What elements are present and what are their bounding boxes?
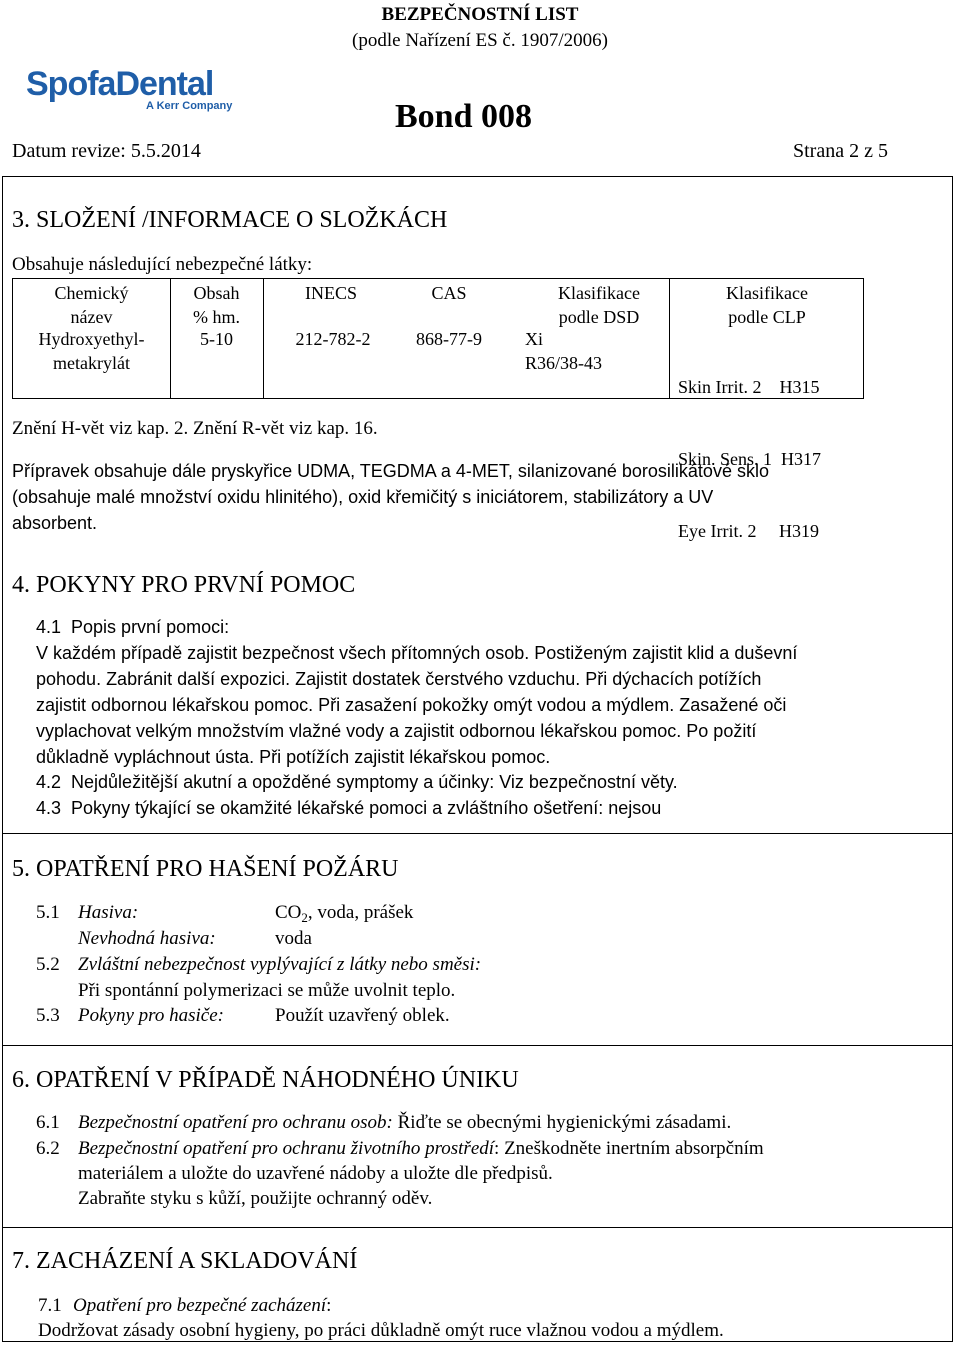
section-4-line: důkladně vypláchnout ústa. Při potížích zajistit lékařskou pomoc. (36, 747, 551, 767)
item-number: 6.2 (36, 1138, 60, 1159)
section-divider (2, 1045, 953, 1046)
item-number: 5.1 (36, 902, 60, 923)
section-3-paragraph-line: absorbent. (12, 513, 98, 533)
environmental-precautions (78, 1138, 764, 1160)
section-4-line: pohodu. Zabránit další expozici. Zajistit dostatek čerstvého vzduchu. Při dýchacích potížích (36, 669, 762, 689)
row-clp (678, 327, 821, 591)
extinguishing-value (275, 902, 413, 924)
section-4-line: 4.2 Nejdůležitější akutní a opožděné symptomy a účinky: Viz bezpečnostní věty. (36, 772, 678, 792)
special-hazards-label: Zvláštní nebezpečnost vyplývající z látky nebo směsi: (78, 954, 482, 975)
header-chem-name (13, 281, 170, 329)
extinguishing-label: Hasiva: (78, 902, 139, 923)
item-number: 6.1 (36, 1112, 60, 1133)
header-clp (669, 281, 865, 329)
section-3-paragraph-line: Přípravek obsahuje dále pryskyřice UDMA, TEGDMA a 4-MET, silanizované borosilikátové sklo (12, 461, 769, 481)
personal-precautions (78, 1112, 731, 1134)
row-chem-name (13, 327, 170, 375)
environmental-precautions-line: Zabraňte styku s kůží, použijte ochranný oděv. (78, 1188, 433, 1209)
section-7-heading: 7. ZACHÁZENÍ A SKLADOVÁNÍ (12, 1248, 358, 1274)
section-6-heading: 6. OPATŘENÍ V PŘÍPADĚ NÁHODNÉHO ÚNIKU (12, 1067, 519, 1093)
safe-handling-colon: : (326, 1295, 332, 1316)
safe-handling-label-text: Opatření pro bezpečné zacházení (73, 1295, 327, 1316)
firefighter-value: Použít uzavřený oblek. (275, 1005, 450, 1026)
section-divider (2, 833, 953, 834)
header-line: Obsah (193, 283, 240, 303)
table-column-divider (263, 279, 264, 398)
extinguishing-rest: , voda, prášek (307, 902, 414, 923)
row-dsd (525, 327, 602, 375)
product-name: Bond 008 (395, 98, 532, 135)
cell-line: Hydroxyethyl- (38, 329, 145, 349)
header-cas: CAS (431, 283, 467, 303)
cell-line: metakrylát (53, 353, 130, 373)
personal-precautions-label: Bezpečnostní opatření pro ochranu osob: (78, 1112, 393, 1133)
header-inecs: INECS (304, 283, 357, 303)
cell-line: Skin. Sens. 1 H317 (678, 449, 822, 469)
unsuitable-value: voda (275, 928, 312, 949)
header-line: podle CLP (728, 307, 806, 327)
personal-precautions-value: Řiďte se obecnými hygienickými zásadami. (392, 1112, 732, 1133)
company-logo-subtext: A Kerr Company (146, 100, 233, 112)
co-text: CO (275, 902, 302, 923)
section-3-note: Znění H-vět viz kap. 2. Znění R-vět viz kap. 16. (12, 418, 378, 439)
item-number: 7.1 (38, 1295, 62, 1316)
header-content (170, 281, 263, 329)
section-4-line: zajistit odbornou lékařskou pomoc. Při zasažení pokožky omýt vodou a mýdlem. Zasažené oči (36, 695, 787, 715)
section-4-line: vyplachovat velkým množstvím vlažné vody a zajistit odbornou lékařskou pomoc. Po požití (36, 721, 757, 741)
section-4-line: 4.1 Popis první pomoci: (36, 617, 230, 637)
row-content: 5-10 (200, 329, 233, 349)
cell-line: Skin Irrit. 2 H315 (678, 377, 820, 397)
section-divider (2, 1227, 953, 1228)
section-5-heading: 5. OPATŘENÍ PRO HAŠENÍ POŽÁRU (12, 856, 399, 882)
header-dsd (529, 281, 669, 329)
cell-line: R36/38-43 (525, 353, 603, 373)
header-line: podle DSD (558, 307, 640, 327)
safe-handling-value: Dodržovat zásady osobní hygieny, po práci důkladně omýt ruce vlažnou vodou a mýdlem. (38, 1320, 724, 1341)
header-line: Klasifikace (558, 283, 640, 303)
section-3-intro: Obsahuje následující nebezpečné látky: (12, 254, 313, 275)
section-4-heading: 4. POKYNY PRO PRVNÍ POMOC (12, 572, 356, 598)
unsuitable-label: Nevhodná hasiva: (78, 928, 216, 949)
environmental-precautions-line: materiálem a uložte do uzavřené nádoby a uložte dle předpisů. (78, 1163, 553, 1184)
section-4-line: V každém případě zajistit bezpečnost všech přítomných osob. Postiženým zajistit klid a duševní (36, 643, 798, 663)
item-number: 5.2 (36, 954, 60, 975)
firefighter-label: Pokyny pro hasiče: (78, 1005, 224, 1026)
safe-handling-label (73, 1295, 331, 1317)
page-number: Strana 2 z 5 (793, 140, 888, 162)
item-number: 5.3 (36, 1005, 60, 1026)
co-subscript: 2 (301, 910, 308, 925)
document-title: BEZPEČNOSTNÍ LIST (381, 4, 579, 25)
revision-date: Datum revize: 5.5.2014 (12, 140, 201, 162)
section-4-line: 4.3 Pokyny týkající se okamžité lékařské pomoci a zvláštního ošetření: nejsou (36, 798, 662, 818)
environmental-precautions-label: Bezpečnostní opatření pro ochranu životního prostředí (78, 1138, 495, 1159)
cell-line: Eye Irrit. 2 H319 (678, 521, 819, 541)
section-3-paragraph-line: (obsahuje malé množství oxidu hlinitého), oxid křemičitý s iniciátorem, stabilizátory a UV (12, 487, 714, 507)
environmental-precautions-value: : Zneškodněte inertním absorpčním (494, 1138, 764, 1159)
header-line: % hm. (193, 307, 240, 327)
section-3-heading: 3. SLOŽENÍ /INFORMACE O SLOŽKÁCH (12, 207, 448, 233)
header-line: Chemický (54, 283, 129, 303)
cell-line: Xi (525, 329, 543, 349)
row-cas: 868-77-9 (416, 329, 482, 349)
header-line: název (70, 307, 113, 327)
row-inecs: 212-782-2 (295, 329, 371, 349)
special-hazards-value: Při spontánní polymerizaci se může uvolnit teplo. (78, 980, 456, 1001)
document-subtitle: (podle Nařízení ES č. 1907/2006) (352, 30, 608, 51)
header-line: Klasifikace (726, 283, 808, 303)
company-logo: SpofaDental (26, 65, 214, 103)
